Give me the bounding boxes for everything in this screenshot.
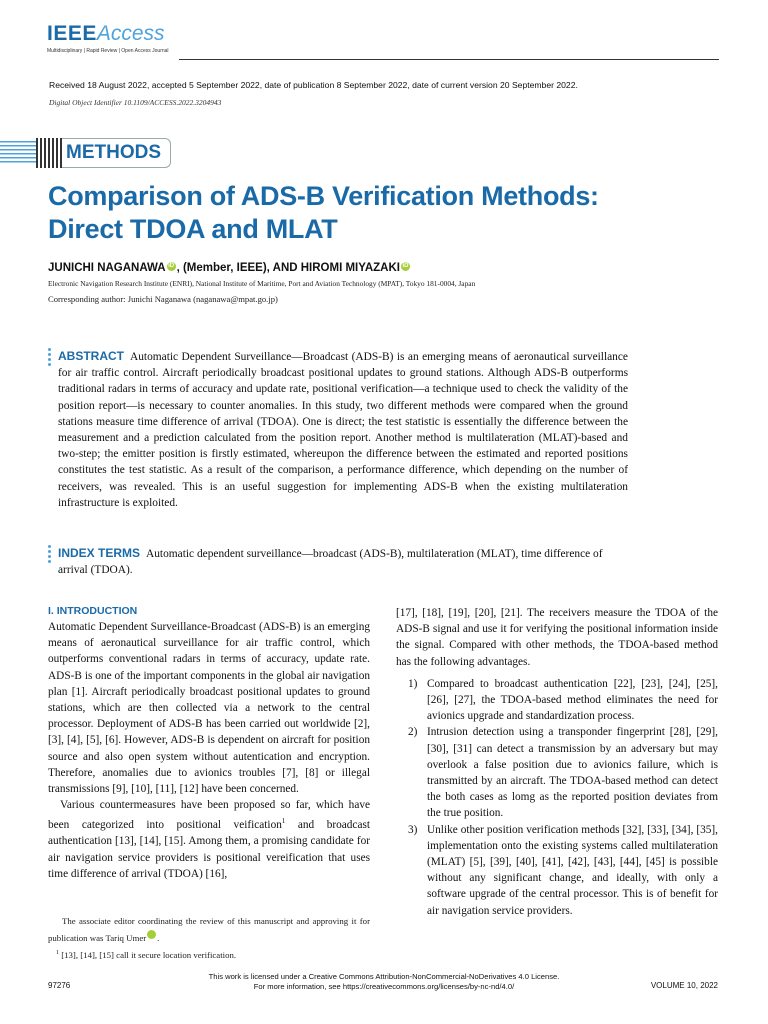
volume-label: VOLUME 10, 2022: [650, 981, 718, 990]
banner-label: METHODS: [66, 142, 161, 163]
header-rule: [179, 59, 719, 60]
abstract-marker: [48, 348, 51, 368]
editor-note: The associate editor coordinating the review of this manuscript and approving it for publication was Tariq Umer iD.: [48, 916, 370, 943]
intro-paragraph-2b: and broadcast authentication [13], [14], [15]. Among them, a promising candidate for air navigation service providers is positional vereification that uses time difference of arrival (TDOA) [16],: [48, 819, 370, 880]
journal-logo: [47, 22, 169, 54]
index-terms: [58, 545, 628, 578]
intro-paragraph-2: [48, 797, 370, 882]
abstract: [58, 348, 628, 511]
editor-note-text: The associate editor coordinating the review of this manuscript and approving it for publication was Tariq Umer: [48, 916, 370, 943]
corresponding-author: Corresponding author: Junichi Naganawa (naganawa@mpat.go.jp): [48, 294, 278, 304]
footnote-1-mark: 1: [56, 950, 59, 956]
list-item-number: 3): [408, 823, 418, 836]
footnote-1-text: [13], [14], [15] call it secure location verification.: [61, 949, 237, 960]
list-item-text: Unlike other position verification methods [32], [33], [34], [35], implementation onto the existing systems called multilateration (MLAT) [5], [39], [40], [41], [42], [43], [44], [45] is possible without any significant change, and ideally, with only a software upgrade of the central processor. This is of benefit for air navigation service providers.: [427, 823, 718, 917]
author-1: JUNICHI NAGANAWA: [48, 262, 166, 274]
received-dates: Received 18 August 2022, accepted 5 September 2022, date of publication 8 September 2022, date of current version 20 September 2022.: [49, 80, 578, 90]
index-terms-label: INDEX TERMS: [58, 546, 141, 560]
logo-access: Access: [96, 22, 165, 45]
right-column: [396, 605, 718, 919]
page-number: 97276: [48, 981, 71, 990]
doi: Digital Object Identifier 10.1109/ACCESS.2022.3204943: [49, 98, 222, 107]
index-terms-text: Automatic dependent surveillance—broadcast (ADS-B), multilateration (MLAT), time difference of arrival (TDOA).: [58, 548, 603, 577]
left-column: [48, 605, 370, 882]
abstract-text: Automatic Dependent Surveillance—Broadcast (ADS-B) is an emerging means of aeronautical surveillance for air traffic control. Aircraft periodically broadcast positional updates to ground stations. Although ADS-B outperforms traditional radars in terms of accuracy and update rate, positional verification—a technique used to check the validity of the position report—is necessary to counter anomalies. In this study, two different methods were compared when the ground stations measure time difference of arrival (TDOA). One is direct; the test statistic is essentially the difference between the measurement and a prediction calculated from the position report. Another method is multilateration (MLAT)-based and two-step; the emitter position is firstly estimated, whereupon the difference between the estimated and reported positions constitutes the test statistic. As a result of the comparison, a performance difference, which depending on the number of receivers, was revealed. This is an useful suggestion for implementing ADS-B when the existing multilateration infrastructure is exploited.: [58, 351, 628, 509]
abstract-label: ABSTRACT: [58, 349, 124, 363]
list-item-number: 2): [408, 726, 418, 739]
banner-label-box: [62, 138, 171, 168]
author-list: [48, 262, 411, 274]
author-rest: , (Member, IEEE), AND HIROMI MIYAZAKI: [176, 262, 400, 274]
advantages-list: [396, 676, 718, 919]
banner-stripes: [0, 141, 36, 165]
footnote-1: [48, 947, 370, 961]
journal-tagline: Multidisciplinary | Rapid Review | Open Access Journal: [47, 48, 169, 54]
title-line-2: Direct TDOA and MLAT: [48, 214, 338, 244]
footnote-ref-1[interactable]: 1: [281, 817, 286, 826]
logo-ieee: IEEE: [47, 22, 97, 45]
title-line-1: Comparison of ADS-B Verification Methods:: [48, 181, 599, 211]
list-item: [396, 822, 718, 919]
paper-title: [48, 180, 728, 246]
index-terms-marker: [48, 545, 51, 565]
intro-paragraph-1: Automatic Dependent Surveillance-Broadcast (ADS-B) is an emerging means of aeronautical surveillance for air traffic control, which outperforms conventional radars in terms of accuracy, update rate. ADS-B is one of the important components in the global air navigation plan [1]. Aircraft periodically broadcast positional updates to ground stations, which are then collected via a network to the central processor. Deployment of ADS-B has been carried out worldwide [2], [3], [4], [5], [6]. However, ADS-B is dependent on aircraft for position source and also open system without autentication and encryption. Therefore, anomalies due to avionics troubles [7], [8] or illegal transmissions [9], [10], [11], [12] have been concerned.: [48, 621, 370, 796]
list-item-number: 1): [408, 677, 418, 690]
list-item: [396, 676, 718, 725]
list-item-text: Compared to broadcast authentication [22], [23], [24], [25], [26], [27], the TDOA-based method eliminates the need for avionics upgrade and standardization process.: [427, 677, 718, 723]
list-item-text: Intrusion detection using a transponder fingerprint [28], [29], [30], [31] can detect a transmission by an adversary but may overlook a false position due to avionics failure, which is transmitted by an aircraft. The TDOA-based method can detect the both cases as lomg as the reported position deviates from the true position.: [427, 726, 718, 820]
license-line-1: This work is licensed under a Creative Commons Attribution-NonCommercial-NoDerivatives 4.0 License.: [208, 972, 560, 981]
footnotes: [48, 913, 370, 961]
list-item: [396, 724, 718, 821]
orcid-icon[interactable]: iD: [402, 263, 409, 269]
intro-paragraph-continued: [17], [18], [19], [20], [21]. The receivers measure the TDOA of the ADS-B signal and use it for verifying the positional information inside the signal. Compared with other methods, the TDOA-based method has the following advantages.: [396, 607, 718, 668]
intro-paragraph-2a: Various countermeasures have been proposed so far, which have been categorized into positional veification: [48, 799, 370, 832]
affiliation: Electronic Navigation Research Institute (ENRI), National Institute of Maritime, Port and Aviation Technology (MPAT), Tokyo 181-0004, Japan: [48, 279, 476, 288]
orcid-icon[interactable]: iD: [147, 930, 156, 939]
section-heading-introduction: I. INTRODUCTION: [48, 605, 138, 617]
license-link[interactable]: For more information, see https://creativecommons.org/licenses/by-nc-nd/4.0/: [253, 982, 515, 991]
orcid-icon[interactable]: iD: [168, 263, 175, 269]
banner-bars: [36, 138, 62, 168]
